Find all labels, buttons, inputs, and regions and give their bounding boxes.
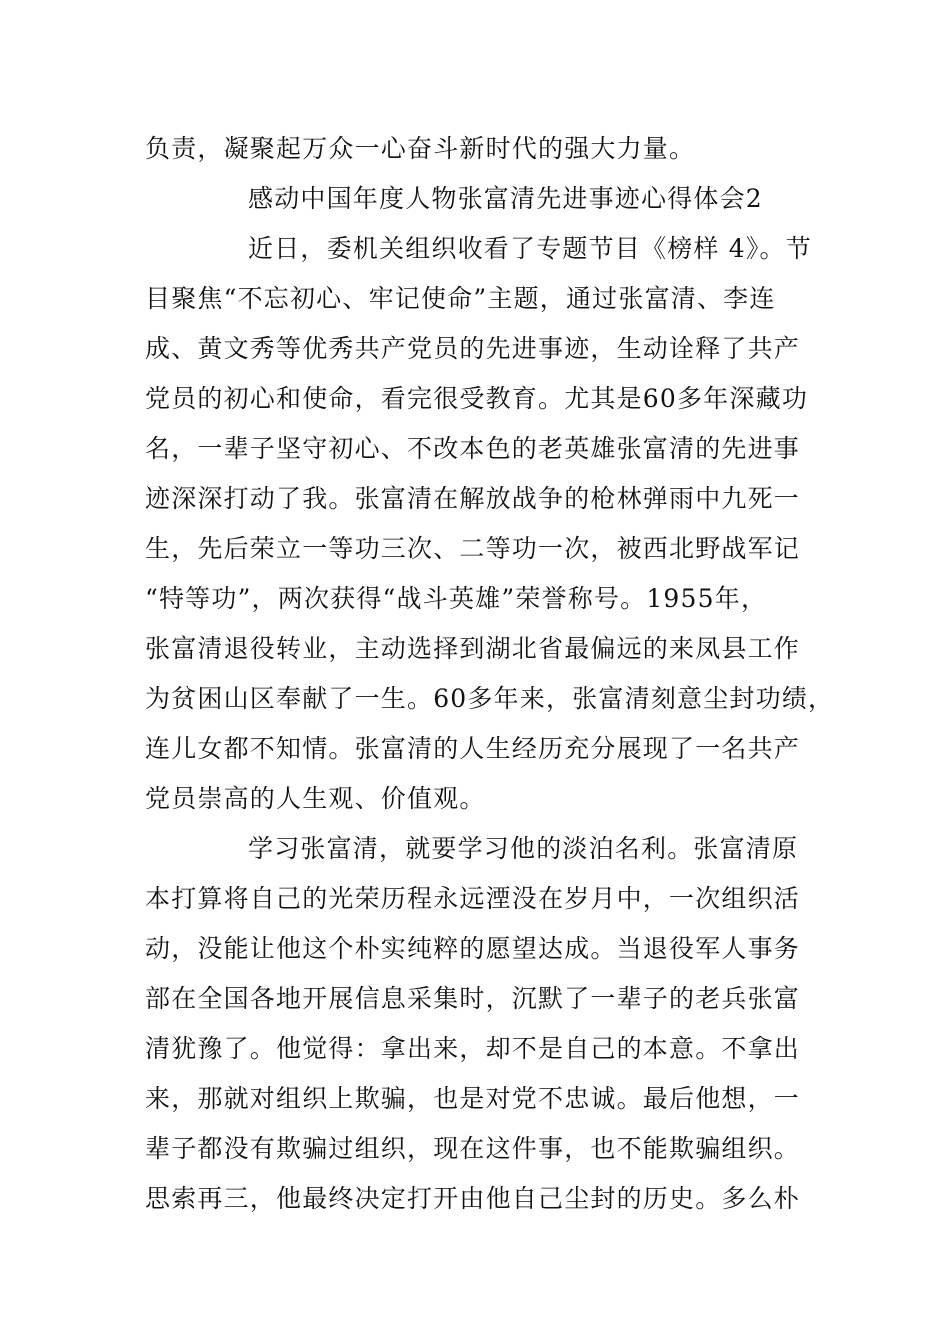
- paragraph-first-line: 学习张富清，就要学习他的淡泊名利。张富清原: [248, 834, 799, 863]
- text-line: 为贫困山区奉献了一生。60多年来，张富清刻意尘封功绩，: [145, 684, 835, 713]
- text-line: 连儿女都不知情。张富清的人生经历充分展现了一名共产: [145, 734, 801, 763]
- text-line: 目聚焦“不忘初心、牢记使命”主题，通过张富清、李连: [145, 284, 776, 313]
- text-line: 生，先后荣立一等功三次、二等功一次，被西北野战军记: [145, 534, 801, 563]
- text-line: 本打算将自己的光荣历程永远湮没在岁月中，一次组织活: [145, 884, 801, 913]
- text-line: 来，那就对组织上欺骗，也是对党不忠诚。最后他想，一: [145, 1084, 801, 1113]
- text-line: 部在全国各地开展信息采集时，沉默了一辈子的老兵张富: [145, 984, 801, 1013]
- text-line: 迹深深打动了我。张富清在解放战争的枪林弹雨中九死一: [145, 484, 801, 513]
- paragraph-first-line: 近日，委机关组织收看了专题节目《榜样 4》。节: [248, 234, 812, 263]
- text-line: 清犹豫了。他觉得：拿出来，却不是自己的本意。不拿出: [145, 1034, 801, 1063]
- text-line: 党员崇高的人生观、价值观。: [145, 784, 486, 813]
- text-line: 成、黄文秀等优秀共产党员的先进事迹，生动诠释了共产: [145, 334, 801, 363]
- text-line: 张富清退役转业，主动选择到湖北省最偏远的来凤县工作: [145, 634, 801, 663]
- text-line: 负责，凝聚起万众一心奋斗新时代的强大力量。: [145, 134, 696, 163]
- text-line: 动，没能让他这个朴实纯粹的愿望达成。当退役军人事务: [145, 934, 801, 963]
- text-line: 名，一辈子坚守初心、不改本色的老英雄张富清的先进事: [145, 434, 801, 463]
- text-line: 辈子都没有欺骗过组织，现在这件事，也不能欺骗组织。: [145, 1134, 801, 1163]
- section-title: 感动中国年度人物张富清先进事迹心得体会2: [248, 184, 763, 213]
- text-line: “特等功”，两次获得“战斗英雄”荣誉称号。1955年，: [145, 584, 768, 613]
- text-line: 党员的初心和使命，看完很受教育。尤其是60多年深藏功: [145, 384, 809, 413]
- text-line: 思索再三，他最终决定打开由他自己尘封的历史。多么朴: [145, 1184, 801, 1213]
